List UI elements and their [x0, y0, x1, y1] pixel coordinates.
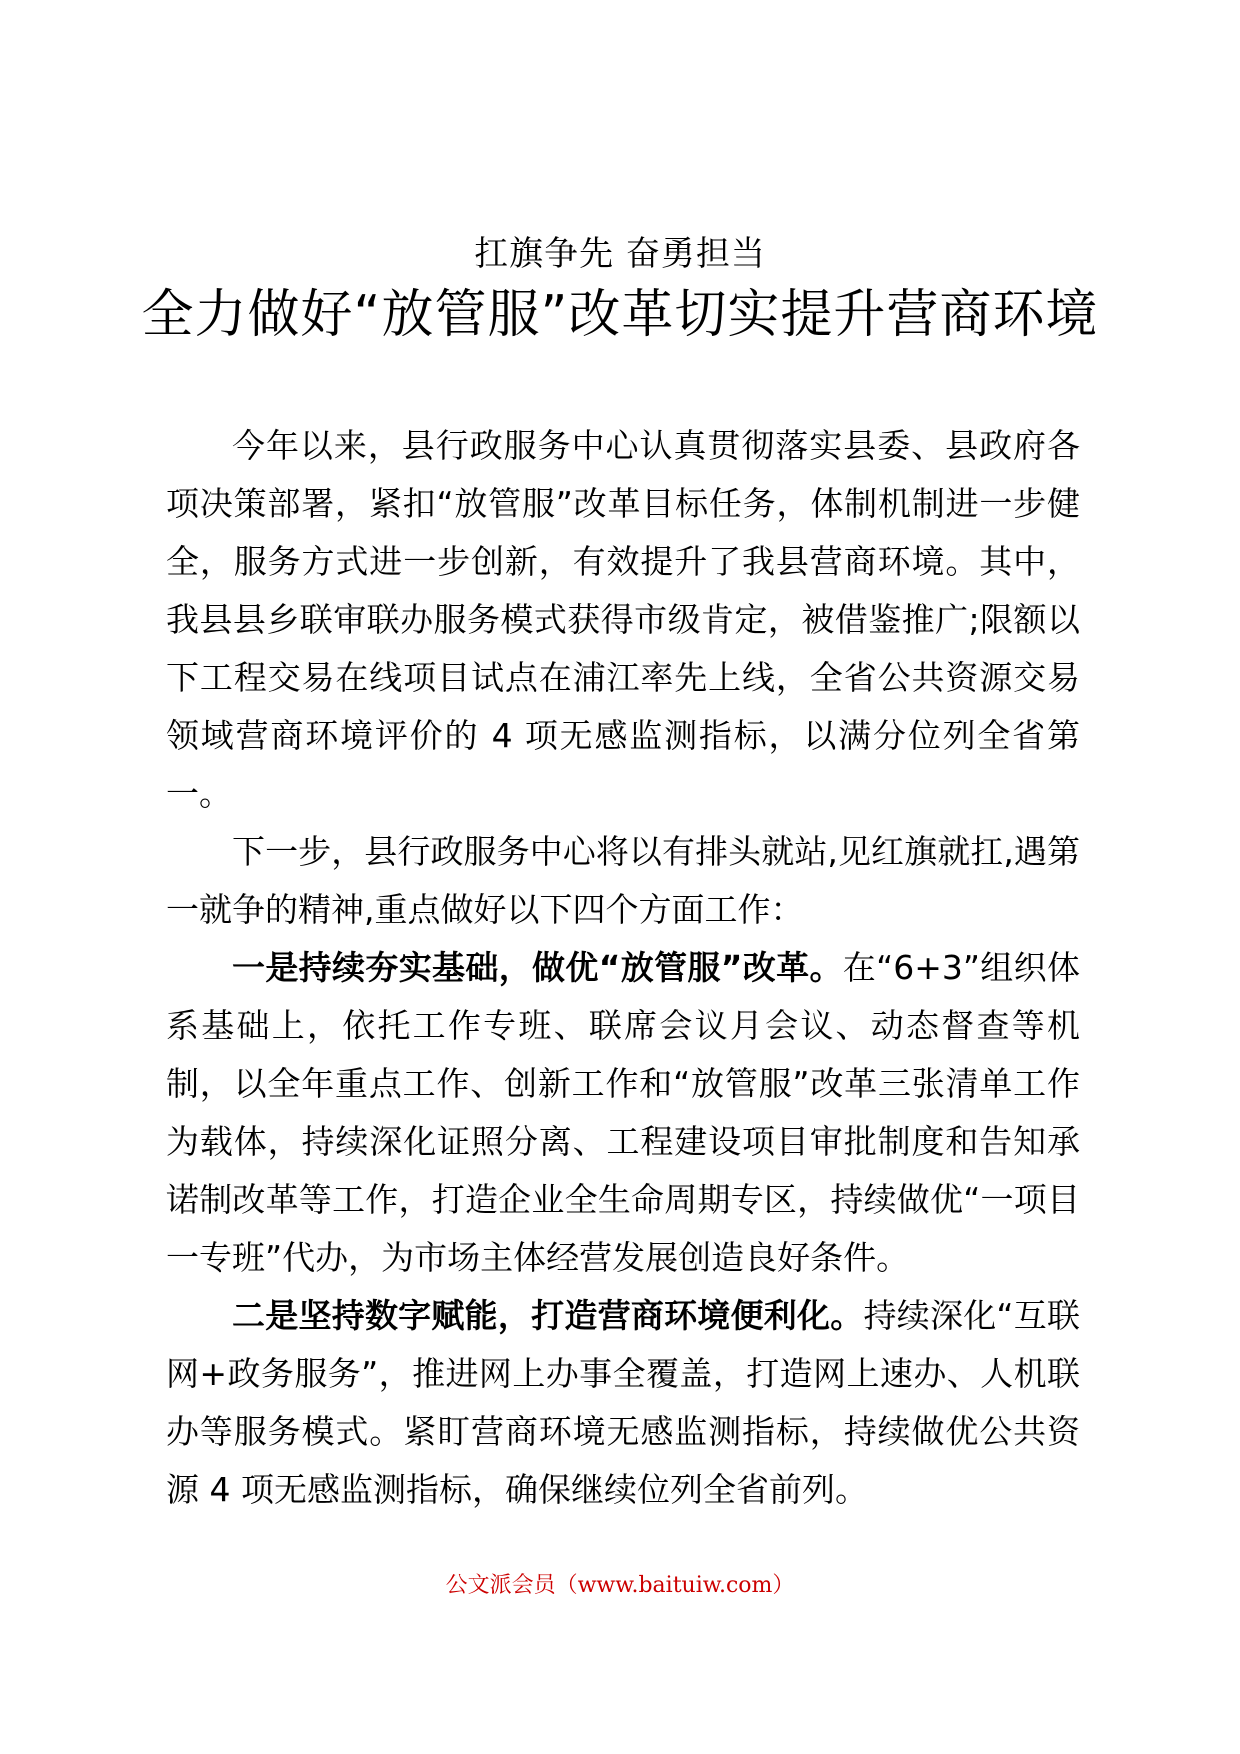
paragraph-text: 在“6+3”组织体系基础上，依托工作专班、联席会议月会议、动态督查等机制，以全年重点工作、创新工作和“放管服”改革三张清单工作为载体，持续深化证照分离、工程建设项目审批制度和告知承诺制改革等工作，打造企业全生命周期专区，持续做优“一项目一专班”代办，为市场主体经营发展创造良好条件。	[166, 948, 1080, 1277]
document-subtitle: 扛旗争先 奋勇担当	[474, 234, 766, 274]
paragraph-intro	[166, 417, 1080, 823]
document-title: 全力做好“放管服”改革切实提升营商环境	[141, 285, 1099, 345]
paragraph-point-one	[166, 939, 1080, 1287]
paragraph-text: 今年以来，县行政服务中心认真贯彻落实县委、县政府各项决策部署，紧扣“放管服”改革目标任务，体制机制进一步健全，服务方式进一步创新，有效提升了我县营商环境。其中，我县县乡联审联办服务模式获得市级肯定，被借鉴推广;限额以下工程交易在线项目试点在浦江率先上线，全省公共资源交易领域营商环境评价的 4 项无感监测指标，以满分位列全省第一。	[166, 426, 1080, 813]
paragraph-text: 下一步，县行政服务中心将以有排头就站,见红旗就扛,遇第一就争的精神,重点做好以下四个方面工作：	[166, 832, 1080, 929]
paragraph-next-steps	[166, 823, 1080, 939]
paragraph-lead: 二是坚持数字赋能，打造营商环境便利化。	[232, 1296, 864, 1335]
footer-watermark: 公文派会员（www.baituiw.com）	[445, 1573, 795, 1598]
document-body	[166, 417, 1080, 1519]
paragraph-point-two	[166, 1287, 1080, 1519]
paragraph-lead: 一是持续夯实基础，做优“放管服”改革。	[232, 948, 843, 987]
paragraph-text: 持续深化“互联网+政务服务”，推进网上办事全覆盖，打造网上速办、人机联办等服务模式。紧盯营商环境无感监测指标，持续做优公共资源 4 项无感监测指标，确保继续位列全省前列。	[166, 1296, 1080, 1509]
